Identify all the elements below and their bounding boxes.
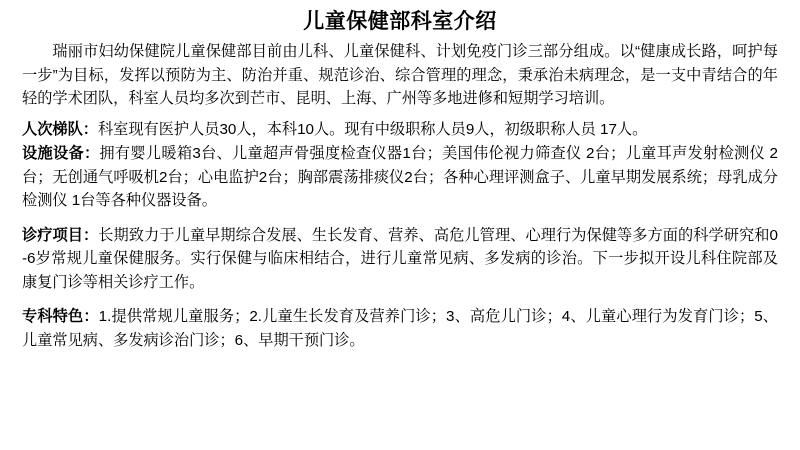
- section-services-label: 诊疗项目：: [22, 226, 99, 244]
- section-equipment: [22, 142, 778, 213]
- section-specialties-text: 1.提供常规儿童服务；2.儿童生长发育及营养门诊；3、高危儿门诊；4、儿童心理行为发育门诊；5、儿童常见病、多发病诊治门诊；6、早期干预门诊。: [22, 308, 778, 349]
- spacer: [22, 295, 778, 305]
- page-title: 儿童保健部科室介绍: [303, 10, 497, 33]
- section-services: [22, 224, 778, 295]
- spacer: [22, 214, 778, 224]
- intro-paragraph: 瑞丽市妇幼保健院儿童保健部目前由儿科、儿童保健科、计划免疫门诊三部分组成。以“健康成长路，呵护每一步”为目标，发挥以预防为主、防治并重、规范诊治、综合管理的理念，秉承治未病理念，是一支中青结合的年轻的学术团队，科室人员均多次到芒市、昆明、上海、广州等多地进修和短期学习培训。: [22, 43, 778, 107]
- section-staff-text: 科室现有医护人员30人，本科10人。现有中级职称人员9人，初级职称人员 17人。: [97, 120, 648, 138]
- section-equipment-text: 拥有婴儿暖箱3台、儿童超声骨强度检查仪器1台；美国伟伦视力筛查仪 2台；儿童耳声发射检测仪 2台；无创通气呼吸机2台；心电监护2台；胸部震荡排痰仪2台；各种心理评测盒子、儿童早期发展系统；母乳成分检测仪 1台等各种仪器设备。: [22, 145, 778, 209]
- section-specialties-label: 专科特色：: [22, 308, 99, 325]
- section-services-text: 长期致力于儿童早期综合发展、生长发育、营养、高危儿管理、心理行为保健等多方面的科学研究和0-6岁常规儿童保健服务。实行保健与临床相结合，进行儿童常见病、多发病的诊治。下一步拟开设儿科住院部及康复门诊等相关诊疗工作。: [22, 226, 778, 291]
- section-equipment-label: 设施设备：: [22, 145, 100, 162]
- section-specialties: [22, 305, 778, 352]
- section-staff-label: 人次梯队：: [22, 120, 98, 138]
- section-staff: [22, 118, 778, 142]
